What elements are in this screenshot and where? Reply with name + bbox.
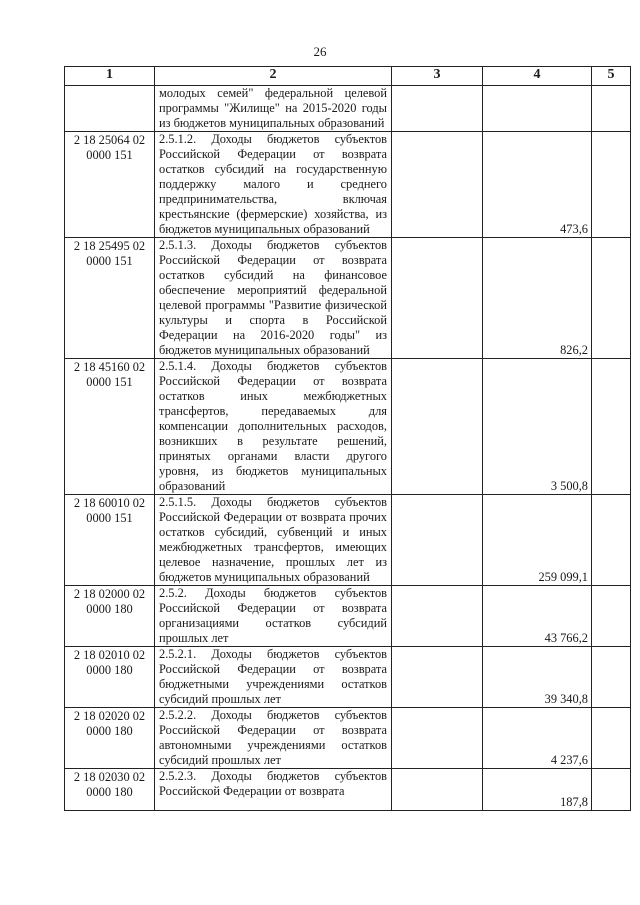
row-description: молодых семей" федеральной целевой программы "Жилище" на 2015-2020 годы из бюджетов муниципальных образований — [155, 86, 392, 132]
row-description: 2.5.2. Доходы бюджетов субъектов Российской Федерации от возврата организациями остатков субсидий прошлых лет — [155, 586, 392, 647]
column-header-2: 2 — [155, 67, 392, 86]
column-header-4: 4 — [483, 67, 592, 86]
table-row — [65, 708, 631, 769]
table-row — [65, 359, 631, 495]
row-col5 — [592, 238, 631, 359]
table-row — [65, 86, 631, 132]
row-code — [65, 86, 155, 132]
row-amount: 187,8 — [483, 769, 592, 811]
table-row — [65, 495, 631, 586]
row-description: 2.5.2.1. Доходы бюджетов субъектов Российской Федерации от возврата бюджетными учреждениями остатков субсидий прошлых лет — [155, 647, 392, 708]
row-col5 — [592, 132, 631, 238]
row-amount: 259 099,1 — [483, 495, 592, 586]
row-description: 2.5.1.3. Доходы бюджетов субъектов Российской Федерации от возврата остатков субсидий на финансовое обеспечение мероприятий федеральной целевой программы "Развитие физической культуры и спорта в Российской Федерации на 2016-2020 годы" из бюджетов муниципальных образований — [155, 238, 392, 359]
page-number: 26 — [313, 44, 327, 59]
row-amount: 3 500,8 — [483, 359, 592, 495]
row-description: 2.5.2.3. Доходы бюджетов субъектов Российской Федерации от возврата — [155, 769, 392, 811]
row-col5 — [592, 708, 631, 769]
table-header — [65, 67, 631, 86]
row-amount — [483, 86, 592, 132]
row-col3 — [392, 586, 483, 647]
row-col5 — [592, 86, 631, 132]
row-code: 2 18 25495 02 0000 151 — [65, 238, 155, 359]
row-col3 — [392, 769, 483, 811]
row-code: 2 18 02010 02 0000 180 — [65, 647, 155, 708]
table-row — [65, 769, 631, 811]
row-col5 — [592, 647, 631, 708]
column-header-1: 1 — [65, 67, 155, 86]
row-amount: 39 340,8 — [483, 647, 592, 708]
row-amount: 4 237,6 — [483, 708, 592, 769]
row-code: 2 18 45160 02 0000 151 — [65, 359, 155, 495]
table-row — [65, 647, 631, 708]
row-code: 2 18 02000 02 0000 180 — [65, 586, 155, 647]
row-description: 2.5.1.5. Доходы бюджетов субъектов Российской Федерации от возврата прочих остатков субсидий, субвенций и иных межбюджетных трансфертов, имеющих целевое назначение, прошлых лет из бюджетов муниципальных образований — [155, 495, 392, 586]
row-amount: 43 766,2 — [483, 586, 592, 647]
row-col3 — [392, 708, 483, 769]
column-header-5: 5 — [592, 67, 631, 86]
row-code: 2 18 60010 02 0000 151 — [65, 495, 155, 586]
revenue-table — [64, 66, 631, 811]
row-col3 — [392, 86, 483, 132]
column-header-3: 3 — [392, 67, 483, 86]
row-description: 2.5.1.2. Доходы бюджетов субъектов Российской Федерации от возврата остатков субсидий на государственную поддержку малого и среднего предпринимательства, включая крестьянские (фермерские) хозяйства, из бюджетов муниципальных образований — [155, 132, 392, 238]
row-col5 — [592, 586, 631, 647]
row-col3 — [392, 647, 483, 708]
row-col3 — [392, 132, 483, 238]
table-row — [65, 238, 631, 359]
row-code: 2 18 02020 02 0000 180 — [65, 708, 155, 769]
row-col3 — [392, 359, 483, 495]
table-row — [65, 132, 631, 238]
table-body — [65, 86, 631, 811]
row-description: 2.5.2.2. Доходы бюджетов субъектов Российской Федерации от возврата автономными учреждениями остатков субсидий прошлых лет — [155, 708, 392, 769]
row-amount: 826,2 — [483, 238, 592, 359]
row-col3 — [392, 495, 483, 586]
row-col5 — [592, 495, 631, 586]
row-col3 — [392, 238, 483, 359]
table-row — [65, 586, 631, 647]
row-code: 2 18 02030 02 0000 180 — [65, 769, 155, 811]
row-col5 — [592, 769, 631, 811]
row-code: 2 18 25064 02 0000 151 — [65, 132, 155, 238]
row-description: 2.5.1.4. Доходы бюджетов субъектов Российской Федерации от возврата остатков иных межбюджетных трансфертов, передаваемых для компенсации дополнительных расходов, возникших в результате решений, принятых органами власти другого уровня, из бюджетов муниципальных образований — [155, 359, 392, 495]
row-col5 — [592, 359, 631, 495]
row-amount: 473,6 — [483, 132, 592, 238]
